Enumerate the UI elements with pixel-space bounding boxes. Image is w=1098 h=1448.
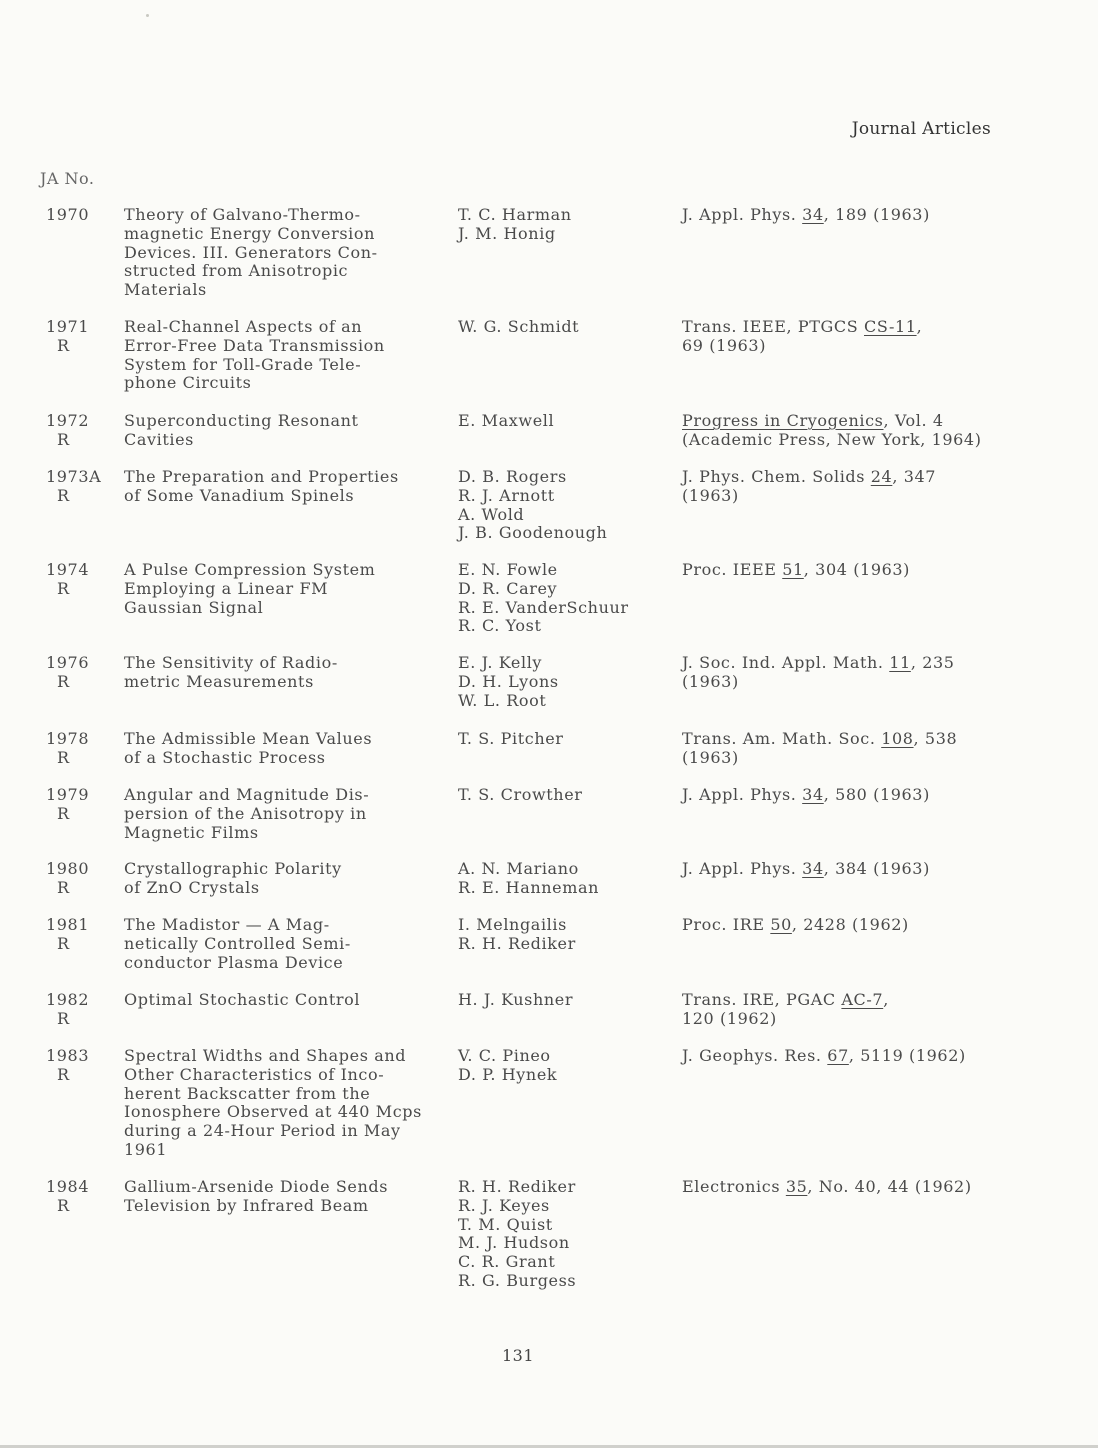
citation-line (682, 487, 1027, 506)
article-title: Crystallographic Polarity of ZnO Crystals (124, 859, 342, 897)
article-citation (682, 730, 1027, 768)
article-citation (682, 1178, 1027, 1197)
ja-number (46, 991, 108, 1029)
author-name: M. J. Hudson (458, 1233, 570, 1253)
author-name: R. H. Rediker (458, 1177, 576, 1196)
citation-line (682, 318, 1027, 337)
article-title: Spectral Widths and Shapes and Other Characteristics of Inco- herent Backscatter from the Ionosphere Observed at 440 Mcps during a 24-Hour Period in May 1961 (124, 1046, 422, 1159)
author-name: R. C. Yost (458, 616, 542, 636)
author-name: I. Melngailis (458, 915, 567, 934)
ja-number-suffix: R (57, 1008, 70, 1028)
citation-text: , 384 (1963) (823, 859, 930, 878)
ja-number-value: 1982 (46, 990, 90, 1009)
article-authors (458, 730, 668, 749)
citation-text: Trans. IRE, PGAC (682, 990, 842, 1009)
author-name: H. J. Kushner (458, 990, 574, 1009)
ja-number-value: 1980 (46, 859, 90, 878)
author-name: E. Maxwell (458, 411, 555, 430)
article-authors (458, 468, 668, 543)
article-authors (458, 206, 668, 244)
citation-volume: 11 (889, 653, 911, 672)
citation-text: , (916, 317, 923, 336)
citation-text: J. Soc. Ind. Appl. Math. (682, 653, 890, 672)
citation-text: , 5119 (1962) (848, 1046, 966, 1065)
article-authors (458, 561, 668, 636)
ja-number-value: 1973A (46, 467, 102, 486)
ja-number-value: 1978 (46, 729, 90, 748)
article-authors (458, 1047, 668, 1085)
ja-number-suffix: R (57, 1195, 70, 1215)
citation-line (682, 1047, 1027, 1066)
author-name: D. R. Carey (458, 578, 558, 598)
author-name: E. N. Fowle (458, 560, 558, 579)
ja-number-suffix: R (57, 578, 70, 598)
ja-number (46, 561, 108, 599)
ja-number-suffix: R (57, 485, 70, 505)
ja-number (46, 412, 108, 450)
author-name: J. M. Honig (458, 223, 556, 243)
ja-number-value: 1976 (46, 653, 90, 672)
citation-text: J. Appl. Phys. (682, 785, 803, 804)
ja-number-suffix: R (57, 429, 70, 449)
author-name: D. P. Hynek (458, 1064, 558, 1084)
citation-line (682, 730, 1027, 749)
citation-text: (Academic Press, New York, 1964) (682, 429, 982, 449)
citation-text: , (883, 990, 889, 1009)
citation-line (682, 561, 1027, 580)
citation-line (682, 916, 1027, 935)
citation-text: (1963) (682, 485, 739, 505)
citation-text: (1963) (682, 747, 739, 767)
citation-line (682, 206, 1027, 225)
ja-number-suffix: R (57, 1064, 70, 1084)
citation-volume: AC-7 (841, 990, 884, 1009)
citation-text: , 580 (1963) (823, 785, 930, 804)
citation-text: , 538 (913, 729, 958, 748)
author-name: R. E. Hanneman (458, 877, 600, 897)
article-citation (682, 468, 1027, 506)
ja-number-value: 1979 (46, 785, 90, 804)
citation-text: , 347 (892, 467, 937, 486)
ja-number-value: 1981 (46, 915, 90, 934)
ja-number (46, 206, 108, 225)
ja-number-suffix: R (57, 335, 70, 355)
citation-volume: 34 (802, 859, 824, 878)
citation-text: , 235 (910, 653, 955, 672)
article-citation (682, 860, 1027, 879)
citation-line (682, 337, 1027, 356)
citation-text: , 189 (1963) (823, 205, 930, 224)
author-name: A. N. Mariano (458, 859, 579, 878)
ja-number (46, 1047, 108, 1085)
ja-number-value: 1972 (46, 411, 90, 430)
article-title: Angular and Magnitude Dis- persion of the Anisotropy in Magnetic Films (124, 785, 370, 842)
author-name: D. H. Lyons (458, 671, 559, 691)
ja-number-suffix: R (57, 747, 70, 767)
citation-text: J. Appl. Phys. (682, 205, 803, 224)
author-name: R. G. Burgess (458, 1270, 577, 1290)
author-name: T. M. Quist (458, 1214, 553, 1234)
citation-volume: 34 (802, 785, 824, 804)
ja-number (46, 468, 108, 506)
page-number: 131 (501, 1346, 535, 1365)
ja-number (46, 318, 108, 356)
citation-volume: CS-11 (864, 317, 917, 336)
author-name: T. S. Crowther (458, 785, 583, 804)
citation-line (682, 431, 1027, 450)
citation-volume: Progress in Cryogenics (682, 411, 884, 430)
citation-text: Proc. IEEE (682, 560, 783, 579)
citation-line (682, 749, 1027, 768)
citation-text: , 304 (1963) (803, 560, 910, 579)
article-title: Optimal Stochastic Control (124, 990, 361, 1009)
citation-line (682, 1010, 1027, 1029)
citation-line (682, 1178, 1027, 1197)
citation-volume: 34 (802, 205, 824, 224)
article-citation (682, 561, 1027, 580)
article-title: The Madistor — A Mag- netically Controlled Semi- conductor Plasma Device (124, 915, 351, 972)
citation-line (682, 860, 1027, 879)
author-name: R. J. Keyes (458, 1195, 550, 1215)
ja-number (46, 730, 108, 768)
article-citation (682, 654, 1027, 692)
author-name: C. R. Grant (458, 1252, 556, 1272)
author-name: W. L. Root (458, 690, 547, 710)
article-citation (682, 1047, 1027, 1066)
ja-number-value: 1970 (46, 205, 90, 224)
citation-line (682, 786, 1027, 805)
ja-number-value: 1983 (46, 1046, 90, 1065)
article-citation (682, 916, 1027, 935)
citation-line (682, 654, 1027, 673)
article-authors (458, 318, 668, 337)
citation-text: , 2428 (1962) (791, 915, 909, 934)
ja-number (46, 860, 108, 898)
citation-text: Trans. Am. Math. Soc. (682, 729, 882, 748)
ja-number (46, 786, 108, 824)
citation-line (682, 991, 1027, 1010)
citation-volume: 51 (782, 560, 804, 579)
citation-text: Electronics (682, 1177, 786, 1196)
ja-number-value: 1984 (46, 1177, 90, 1196)
citation-text: , No. 40, 44 (1962) (807, 1177, 972, 1196)
ja-number-value: 1971 (46, 317, 90, 336)
author-name: T. S. Pitcher (458, 729, 564, 748)
author-name: E. J. Kelly (458, 653, 543, 672)
citation-volume: 24 (870, 467, 893, 486)
citation-text: , Vol. 4 (883, 411, 944, 430)
author-name: W. G. Schmidt (458, 317, 580, 336)
article-authors (458, 991, 668, 1010)
citation-line (682, 673, 1027, 692)
article-title: A Pulse Compression System Employing a Linear FM Gaussian Signal (124, 560, 376, 617)
citation-text: Trans. IEEE, PTGCS (682, 317, 864, 336)
citation-volume: 35 (785, 1177, 808, 1196)
author-name: T. C. Harman (458, 205, 572, 224)
ja-number (46, 654, 108, 692)
citation-text: 69 (1963) (682, 335, 767, 355)
article-citation (682, 786, 1027, 805)
author-name: J. B. Goodenough (458, 523, 608, 543)
author-name: R. H. Rediker (458, 933, 576, 953)
citation-text: 120 (1962) (682, 1008, 777, 1028)
article-title: Gallium-Arsenide Diode Sends Television by Infrared Beam (124, 1177, 389, 1215)
citation-text: J. Geophys. Res. (682, 1046, 828, 1065)
author-name: A. Wold (458, 504, 525, 524)
article-authors (458, 860, 668, 898)
article-citation (682, 206, 1027, 225)
citation-text: (1963) (682, 671, 739, 691)
article-title: The Admissible Mean Values of a Stochastic Process (124, 729, 373, 767)
author-name: V. C. Pineo (458, 1046, 551, 1065)
paper-speck (146, 14, 149, 17)
ja-number-suffix: R (57, 671, 70, 691)
ja-number (46, 1178, 108, 1216)
citation-volume: 67 (827, 1046, 849, 1065)
article-authors (458, 1178, 668, 1291)
citation-line (682, 468, 1027, 487)
author-name: R. J. Arnott (458, 485, 555, 505)
article-authors (458, 916, 668, 954)
article-citation (682, 991, 1027, 1029)
citation-line (682, 412, 1027, 431)
article-title: The Preparation and Properties of Some Vanadium Spinels (124, 467, 399, 505)
article-authors (458, 654, 668, 710)
citation-volume: 108 (881, 729, 914, 748)
article-title: Superconducting Resonant Cavities (124, 411, 359, 449)
citation-volume: 50 (770, 915, 792, 934)
article-citation (682, 412, 1027, 450)
section-title: Journal Articles (851, 119, 991, 139)
article-citation (682, 318, 1027, 356)
article-title: The Sensitivity of Radio- metric Measurements (124, 653, 338, 691)
citation-text: J. Phys. Chem. Solids (682, 467, 871, 486)
column-label-ja-no: JA No. (40, 169, 95, 188)
article-authors (458, 786, 668, 805)
ja-number-suffix: R (57, 877, 70, 897)
article-authors (458, 412, 668, 431)
ja-number-suffix: R (57, 803, 70, 823)
citation-text: Proc. IRE (682, 915, 771, 934)
ja-number (46, 916, 108, 954)
citation-text: J. Appl. Phys. (682, 859, 803, 878)
author-name: D. B. Rogers (458, 467, 567, 486)
article-title: Theory of Galvano-Thermo- magnetic Energy Conversion Devices. III. Generators Con- structed from Anisotropic Materials (124, 205, 378, 300)
ja-number-suffix: R (57, 933, 70, 953)
author-name: R. E. VanderSchuur (458, 597, 629, 617)
article-title: Real-Channel Aspects of an Error-Free Data Transmission System for Toll-Grade Tele- phone Circuits (124, 317, 385, 393)
ja-number-value: 1974 (46, 560, 90, 579)
